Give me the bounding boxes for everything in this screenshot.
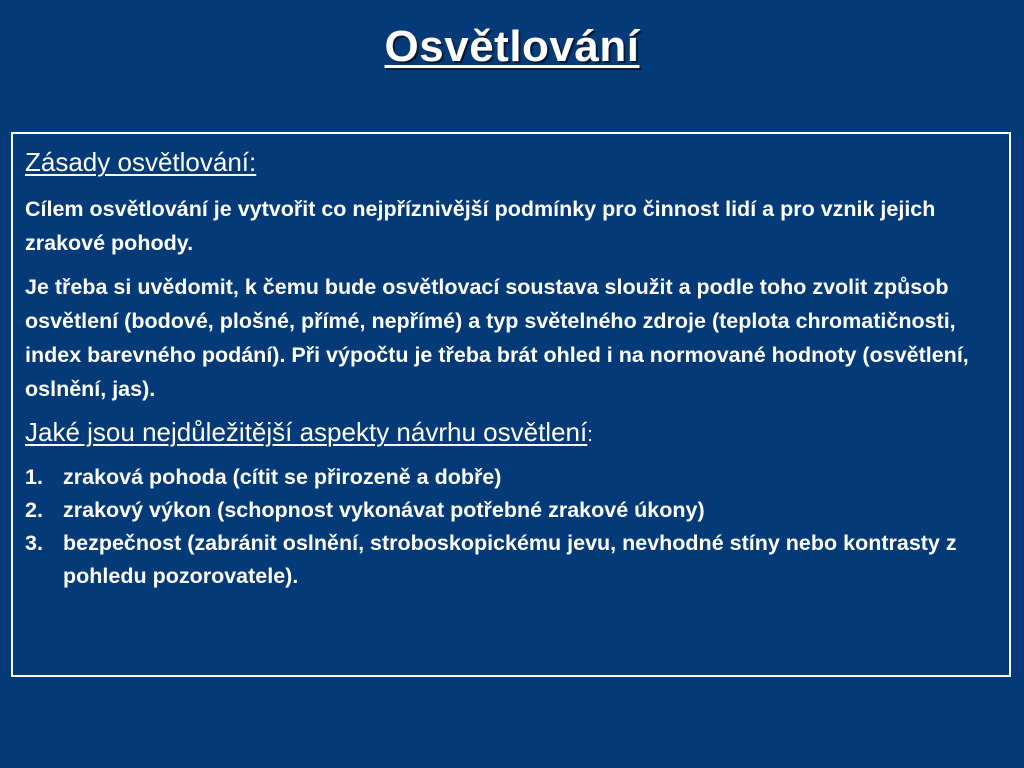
- list-item-number: 2.: [25, 498, 43, 522]
- aspects-list: [25, 461, 997, 593]
- section-heading-principles: Zásady osvětlování:: [25, 147, 257, 177]
- list-item-number: 1.: [25, 465, 43, 489]
- list-item-number: 3.: [25, 531, 43, 555]
- list-item-text: bezpečnost (zabránit oslnění, stroboskopickému jevu, nevhodné stíny nebo kontrasty z pohledu pozorovatele).: [63, 531, 957, 588]
- section-heading-aspects-text: Jaké jsou nejdůležitější aspekty návrhu osvětlení: [25, 417, 588, 447]
- paragraph-system: Je třeba si uvědomit, k čemu bude osvětlovací soustava sloužit a podle toho zvolit způsob osvětlení (bodové, plošné, přímé, nepřímé) a typ světelného zdroje (teplota chromatičnosti, index barevného podání). Při výpočtu je třeba brát ohled i na normované hodnoty (osvětlení, oslnění, jas).: [25, 275, 969, 401]
- list-item: [25, 527, 997, 593]
- content-box: [11, 132, 1011, 677]
- section-heading-aspects-colon: :: [587, 424, 593, 446]
- list-item-text: zraková pohoda (cítit se přirozeně a dobře): [63, 465, 502, 489]
- paragraph-goal: Cílem osvětlování je vytvořit co nejpříznivější podmínky pro činnost lidí a pro vznik jejich zrakové pohody.: [25, 197, 936, 255]
- slide-title: Osvětlování: [384, 22, 640, 71]
- list-item: [25, 494, 997, 527]
- list-item: [25, 461, 997, 494]
- list-item-text: zrakový výkon (schopnost vykonávat potřebné zrakové úkony): [63, 498, 705, 522]
- section-heading-aspects: [25, 416, 997, 451]
